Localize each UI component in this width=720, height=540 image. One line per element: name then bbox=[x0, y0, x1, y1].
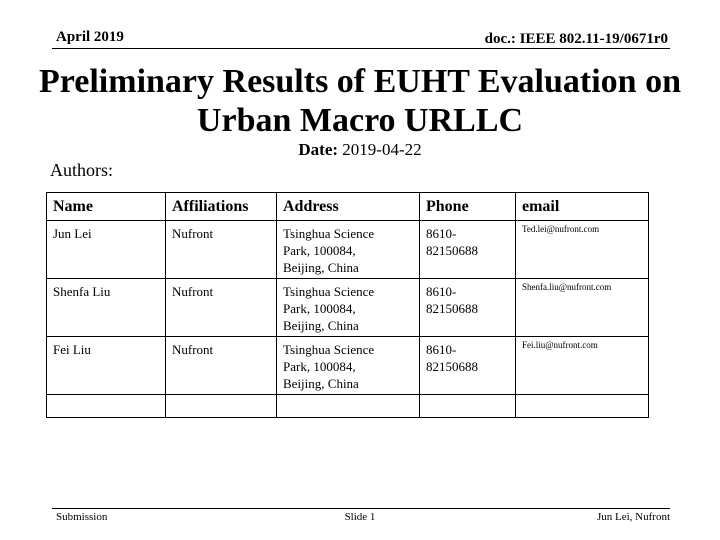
phone-line: 82150688 bbox=[426, 359, 478, 374]
cell-phone bbox=[420, 279, 516, 337]
cell-address bbox=[277, 221, 420, 279]
address-line: Tsinghua Science bbox=[283, 226, 375, 241]
address-line: Park, 100084, bbox=[283, 243, 356, 258]
phone-line: 8610- bbox=[426, 284, 457, 299]
authors-table bbox=[46, 192, 649, 418]
date-value: 2019-04-22 bbox=[342, 140, 422, 159]
cell-name: Jun Lei bbox=[47, 221, 166, 279]
date-line bbox=[0, 140, 720, 160]
table-row bbox=[47, 221, 649, 279]
header-affiliations: Affiliations bbox=[166, 193, 277, 221]
empty-cell bbox=[516, 395, 649, 418]
cell-email: Shenfa.liu@nufront.com bbox=[516, 279, 649, 337]
cell-email: Ted.lei@nufront.com bbox=[516, 221, 649, 279]
authors-label: Authors: bbox=[50, 160, 113, 180]
cell-affiliation: Nufront bbox=[166, 337, 277, 395]
empty-cell bbox=[420, 395, 516, 418]
header-email: email bbox=[516, 193, 649, 221]
table-row-empty bbox=[47, 395, 649, 418]
footer-rule bbox=[52, 508, 670, 509]
footer-submission: Submission bbox=[56, 511, 108, 523]
address-line: Beijing, China bbox=[283, 260, 359, 275]
cell-affiliation: Nufront bbox=[166, 221, 277, 279]
table-row bbox=[47, 279, 649, 337]
address-line: Park, 100084, bbox=[283, 359, 356, 374]
header-address: Address bbox=[277, 193, 420, 221]
header-name: Name bbox=[47, 193, 166, 221]
empty-cell bbox=[166, 395, 277, 418]
cell-email: Fei.liu@nufront.com bbox=[516, 337, 649, 395]
table-header-row bbox=[47, 193, 649, 221]
slide-title bbox=[0, 62, 720, 140]
title-line-2: Urban Macro URLLC bbox=[196, 102, 524, 139]
title-line-1: Preliminary Results of EUHT Evaluation on bbox=[39, 63, 681, 100]
address-line: Park, 100084, bbox=[283, 301, 356, 316]
empty-cell bbox=[277, 395, 420, 418]
cell-phone bbox=[420, 337, 516, 395]
cell-name: Fei Liu bbox=[47, 337, 166, 395]
cell-address bbox=[277, 279, 420, 337]
table-row bbox=[47, 337, 649, 395]
header-phone: Phone bbox=[420, 193, 516, 221]
header-doc-id: doc.: IEEE 802.11-19/0671r0 bbox=[484, 31, 668, 47]
cell-name: Shenfa Liu bbox=[47, 279, 166, 337]
address-line: Beijing, China bbox=[283, 318, 359, 333]
cell-address bbox=[277, 337, 420, 395]
cell-affiliation: Nufront bbox=[166, 279, 277, 337]
header-rule bbox=[52, 48, 670, 49]
phone-line: 82150688 bbox=[426, 243, 478, 258]
address-line: Beijing, China bbox=[283, 376, 359, 391]
address-line: Tsinghua Science bbox=[283, 284, 375, 299]
footer-slide-number: Slide 1 bbox=[344, 511, 376, 523]
header-date: April 2019 bbox=[56, 29, 124, 45]
phone-line: 8610- bbox=[426, 342, 457, 357]
empty-cell bbox=[47, 395, 166, 418]
footer-author: Jun Lei, Nufront bbox=[596, 511, 670, 523]
phone-line: 82150688 bbox=[426, 301, 478, 316]
date-label: Date: bbox=[298, 140, 339, 159]
phone-line: 8610- bbox=[426, 226, 457, 241]
cell-phone bbox=[420, 221, 516, 279]
address-line: Tsinghua Science bbox=[283, 342, 375, 357]
